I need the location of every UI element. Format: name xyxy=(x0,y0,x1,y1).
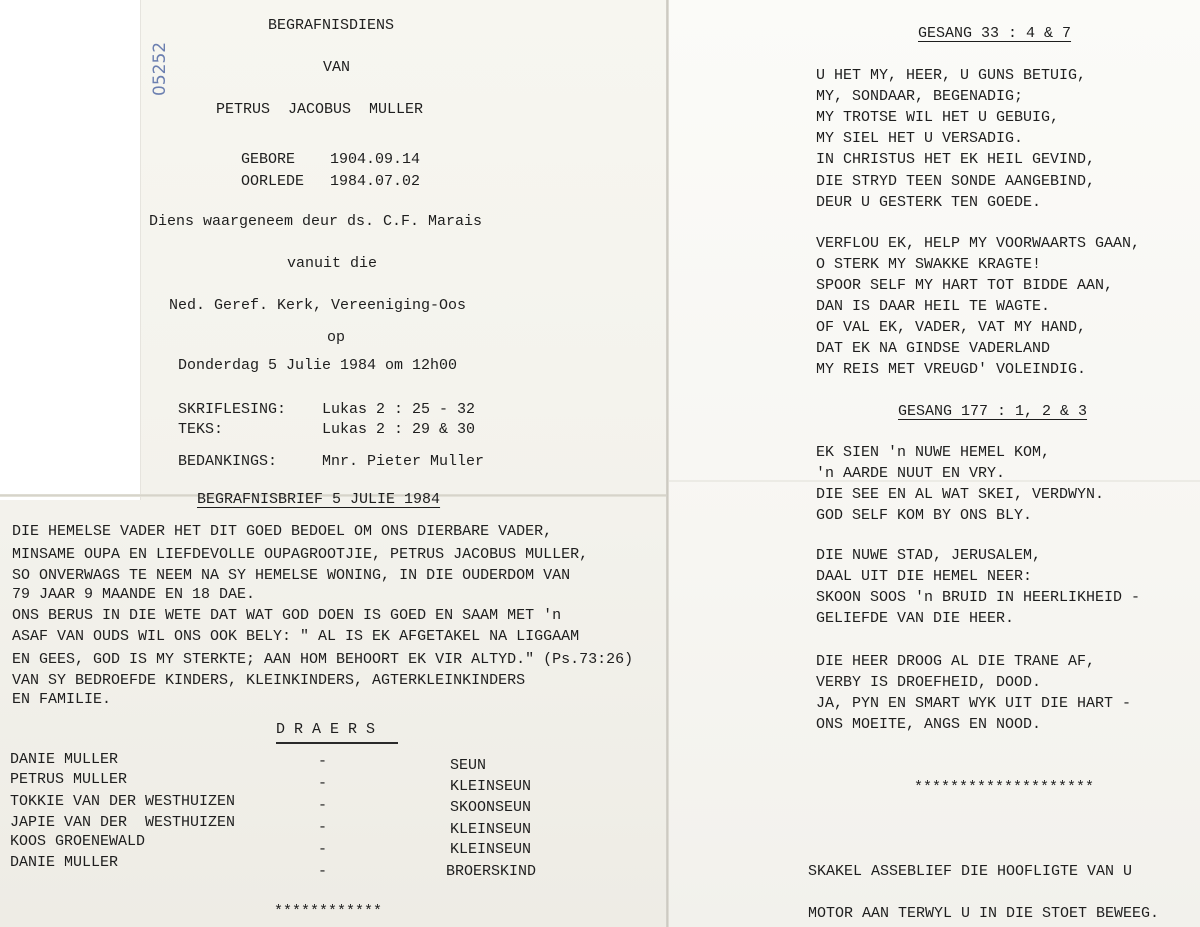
reading-value: Lukas 2 : 25 - 32 xyxy=(322,401,476,418)
born-date: 1904.09.14 xyxy=(330,151,421,168)
hymn2-heading: GESANG 177 : 1, 2 & 3 xyxy=(898,403,1088,420)
on-line: op xyxy=(327,329,346,346)
text-value: Lukas 2 : 29 & 30 xyxy=(322,421,476,438)
hymn-line: DIE HEER DROOG AL DIE TRANE AF, xyxy=(816,653,1096,670)
thanks-label: BEDANKINGS: xyxy=(178,453,278,470)
handwritten-note: 05252 xyxy=(150,41,170,96)
bearer-relation: SEUN xyxy=(450,757,487,774)
hymn-line: DAT EK NA GINDSE VADERLAND xyxy=(816,340,1051,357)
bearer-relation: KLEINSEUN xyxy=(450,778,532,795)
letter-line: EN GEES, GOD IS MY STERKTE; AAN HOM BEHOORT EK VIR ALTYD." (Ps.73:26) xyxy=(12,651,634,668)
hymn-line: GELIEFDE VAN DIE HEER. xyxy=(816,610,1015,627)
born-label: GEBORE xyxy=(241,151,296,168)
bearer-dash: - xyxy=(318,775,328,792)
right-stars-divider: ******************** xyxy=(914,779,1095,796)
notice-line-1: SKAKEL ASSEBLIEF DIE HOOFLIGTE VAN U xyxy=(808,863,1133,880)
hymn-line: JA, PYN EN SMART WYK UIT DIE HART - xyxy=(816,695,1132,712)
hymn-line: MY TROTSE WIL HET U GEBUIG, xyxy=(816,109,1060,126)
hymn-line: DAAL UIT DIE HEMEL NEER: xyxy=(816,568,1033,585)
paper-tear-patch xyxy=(0,0,141,500)
hymn-line: OF VAL EK, VADER, VAT MY HAND, xyxy=(816,319,1087,336)
hymn-line: SKOON SOOS 'n BRUID IN HEERLIKHEID - xyxy=(816,589,1141,606)
hymn-line: IN CHRISTUS HET EK HEIL GEVIND, xyxy=(816,151,1096,168)
hymn-line: EK SIEN 'n NUWE HEMEL KOM, xyxy=(816,444,1051,461)
hymn-line: O STERK MY SWAKKE KRAGTE! xyxy=(816,256,1042,273)
died-date: 1984.07.02 xyxy=(330,173,421,190)
bearer-dash: - xyxy=(318,863,328,880)
bearer-dash: - xyxy=(318,797,328,814)
hymn-line: DIE STRYD TEEN SONDE AANGEBIND, xyxy=(816,173,1096,190)
bearer-relation: KLEINSEUN xyxy=(450,821,532,838)
bearer-name: DANIE MULLER xyxy=(10,751,119,768)
officiant-line: Diens waargeneem deur ds. C.F. Marais xyxy=(149,213,483,230)
bearer-relation: BROERSKIND xyxy=(446,863,537,880)
hymn-line: GOD SELF KOM BY ONS BLY. xyxy=(816,507,1033,524)
bearer-name: JAPIE VAN DER WESTHUIZEN xyxy=(10,814,236,831)
deceased-name: PETRUS JACOBUS MULLER xyxy=(216,101,424,118)
thanks-value: Mnr. Pieter Muller xyxy=(322,453,485,470)
hymn-line: MY REIS MET VREUGD' VOLEINDIG. xyxy=(816,361,1087,378)
bearer-dash: - xyxy=(318,819,328,836)
program-van: VAN xyxy=(323,59,351,76)
program-title: BEGRAFNISDIENS xyxy=(268,17,395,34)
hymn1-heading: GESANG 33 : 4 & 7 xyxy=(918,25,1072,42)
church-line: Ned. Geref. Kerk, Vereeniging-Oos xyxy=(169,297,467,314)
letter-line: MINSAME OUPA EN LIEFDEVOLLE OUPAGROOTJIE, PETRUS JACOBUS MULLER, xyxy=(12,546,589,563)
hymn-line: MY, SONDAAR, BEGENADIG; xyxy=(816,88,1024,105)
center-fold xyxy=(666,0,669,927)
letter-heading: BEGRAFNISBRIEF 5 JULIE 1984 xyxy=(197,491,441,508)
letter-line: VAN SY BEDROEFDE KINDERS, KLEINKINDERS, AGTERKLEINKINDERS xyxy=(12,672,526,689)
hymn-line: SPOOR SELF MY HART TOT BIDDE AAN, xyxy=(816,277,1114,294)
bearer-name: PETRUS MULLER xyxy=(10,771,128,788)
bearer-relation: SKOONSEUN xyxy=(450,799,532,816)
hymn-line: 'n AARDE NUUT EN VRY. xyxy=(816,465,1006,482)
from-line: vanuit die xyxy=(287,255,378,272)
hymn-line: DIE SEE EN AL WAT SKEI, VERDWYN. xyxy=(816,486,1105,503)
bearers-heading: D R A E R S xyxy=(276,721,376,738)
hymn-line: ONS MOEITE, ANGS EN NOOD. xyxy=(816,716,1042,733)
bearer-relation: KLEINSEUN xyxy=(450,841,532,858)
letter-line: SO ONVERWAGS TE NEEM NA SY HEMELSE WONING, IN DIE OUDERDOM VAN xyxy=(12,567,571,584)
bearers-heading-underline xyxy=(276,742,398,744)
letter-line: DIE HEMELSE VADER HET DIT GOED BEDOEL OM ONS DIERBARE VADER, xyxy=(12,523,553,540)
hymn-line: VERBY IS DROEFHEID, DOOD. xyxy=(816,674,1042,691)
letter-line: 79 JAAR 9 MAANDE EN 18 DAE. xyxy=(12,586,256,603)
died-label: OORLEDE xyxy=(241,173,305,190)
bearer-dash: - xyxy=(318,841,328,858)
notice-line-2: MOTOR AAN TERWYL U IN DIE STOET BEWEEG. xyxy=(808,905,1160,922)
bearer-dash: - xyxy=(318,753,328,770)
hymn-line: DEUR U GESTERK TEN GOEDE. xyxy=(816,194,1042,211)
hymn-line: MY SIEL HET U VERSADIG. xyxy=(816,130,1024,147)
left-stars-divider: ************ xyxy=(274,903,383,920)
bearer-name: KOOS GROENEWALD xyxy=(10,833,146,850)
bearer-name: TOKKIE VAN DER WESTHUIZEN xyxy=(10,793,236,810)
letter-line: EN FAMILIE. xyxy=(12,691,112,708)
hymn-line: U HET MY, HEER, U GUNS BETUIG, xyxy=(816,67,1087,84)
letter-line: ONS BERUS IN DIE WETE DAT WAT GOD DOEN IS GOED EN SAAM MET 'n xyxy=(12,607,562,624)
bearer-name: DANIE MULLER xyxy=(10,854,119,871)
service-date-time: Donderdag 5 Julie 1984 om 12h00 xyxy=(178,357,458,374)
hymn-line: VERFLOU EK, HELP MY VOORWAARTS GAAN, xyxy=(816,235,1141,252)
hymn-line: DIE NUWE STAD, JERUSALEM, xyxy=(816,547,1042,564)
hymn-line: DAN IS DAAR HEIL TE WAGTE. xyxy=(816,298,1051,315)
reading-label: SKRIFLESING: xyxy=(178,401,287,418)
letter-line: ASAF VAN OUDS WIL ONS OOK BELY: " AL IS EK AFGETAKEL NA LIGGAAM xyxy=(12,628,580,645)
text-label: TEKS: xyxy=(178,421,224,438)
